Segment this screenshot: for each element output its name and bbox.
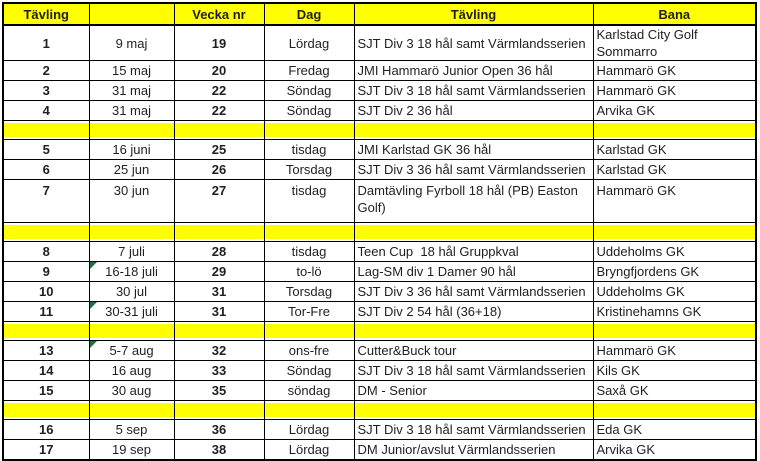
- separator-cell[interactable]: [174, 401, 264, 420]
- header-week-number[interactable]: Vecka nr: [174, 3, 264, 25]
- cell-competition-number[interactable]: 9: [3, 262, 89, 282]
- cell-day[interactable]: Lördag: [264, 440, 354, 461]
- separator-cell[interactable]: [3, 223, 89, 242]
- cell-course[interactable]: Hammarö GK: [593, 180, 756, 223]
- cell-competition-name[interactable]: SJT Div 2 54 hål (36+18): [354, 302, 593, 322]
- separator-fill: [4, 403, 89, 417]
- separator-fill: [265, 123, 354, 137]
- separator-cell[interactable]: [89, 401, 174, 420]
- separator-row: [3, 401, 756, 420]
- separator-fill: [265, 225, 354, 239]
- cell-course[interactable]: Hammarö GK: [593, 341, 756, 361]
- cell-week-number[interactable]: 22: [174, 101, 264, 121]
- separator-cell[interactable]: [593, 401, 756, 420]
- cell-course[interactable]: Bryngfjordens GK: [593, 262, 756, 282]
- date-text: 25 jun: [113, 162, 150, 177]
- cell-day[interactable]: Söndag: [264, 81, 354, 101]
- cell-day[interactable]: Torsdag: [264, 282, 354, 302]
- cell-competition-number[interactable]: 5: [3, 140, 89, 160]
- table-row: [3, 262, 756, 282]
- separator-fill: [4, 225, 89, 239]
- date-text: 31 maj: [111, 103, 152, 118]
- cell-competition-name[interactable]: Teen Cup 18 hål Gruppkval: [354, 242, 593, 262]
- date-text: 16-18 juli: [105, 264, 158, 279]
- cell-date[interactable]: [89, 180, 174, 223]
- cell-week-number[interactable]: 36: [174, 420, 264, 440]
- date-text: 30 jul: [115, 284, 148, 299]
- error-flag-icon: [90, 341, 97, 348]
- separator-fill: [175, 225, 264, 239]
- cell-day[interactable]: Söndag: [264, 101, 354, 121]
- separator-cell[interactable]: [593, 223, 756, 242]
- date-text: 7 juli: [118, 244, 145, 259]
- separator-fill: [4, 324, 89, 338]
- separator-cell[interactable]: [264, 223, 354, 242]
- table-row: [3, 160, 756, 180]
- separator-row: [3, 223, 756, 242]
- cell-course[interactable]: Saxå GK: [593, 381, 756, 401]
- cell-day[interactable]: ons-fre: [264, 341, 354, 361]
- separator-cell[interactable]: [264, 401, 354, 420]
- separator-fill: [175, 123, 264, 137]
- separator-cell[interactable]: [3, 401, 89, 420]
- cell-competition-number[interactable]: 16: [3, 420, 89, 440]
- table-body: [3, 25, 756, 460]
- separator-fill: [594, 123, 756, 137]
- separator-cell[interactable]: [174, 121, 264, 140]
- cell-course[interactable]: Eda GK: [593, 420, 756, 440]
- cell-competition-name[interactable]: JMI Karlstad GK 36 hål: [354, 140, 593, 160]
- separator-cell[interactable]: [3, 121, 89, 140]
- table-header: [3, 3, 756, 25]
- cell-date[interactable]: [89, 282, 174, 302]
- cell-date[interactable]: [89, 160, 174, 180]
- cell-date[interactable]: [89, 302, 174, 322]
- cell-course[interactable]: Uddeholms GK: [593, 242, 756, 262]
- table-row: [3, 420, 756, 440]
- cell-date[interactable]: [89, 61, 174, 81]
- cell-day[interactable]: tisdag: [264, 140, 354, 160]
- cell-competition-name[interactable]: SJT Div 3 36 hål samt Värmlandsserien: [354, 282, 593, 302]
- cell-competition-name[interactable]: Damtävling Fyrboll 18 hål (PB) Easton Golf): [354, 180, 593, 223]
- date-text: 30 aug: [111, 383, 152, 398]
- cell-week-number[interactable]: 31: [174, 302, 264, 322]
- header-row: [3, 3, 756, 25]
- date-text: 30-31 juli: [105, 304, 158, 319]
- cell-course[interactable]: Hammarö GK: [593, 81, 756, 101]
- cell-date[interactable]: [89, 140, 174, 160]
- cell-week-number[interactable]: 20: [174, 61, 264, 81]
- cell-day[interactable]: Torsdag: [264, 160, 354, 180]
- separator-row: [3, 322, 756, 341]
- separator-fill: [594, 324, 756, 338]
- cell-competition-number[interactable]: 4: [3, 101, 89, 121]
- separator-fill: [90, 324, 174, 338]
- separator-fill: [265, 324, 354, 338]
- separator-fill: [594, 225, 756, 239]
- date-text: 31 maj: [111, 83, 152, 98]
- cell-course[interactable]: Uddeholms GK: [593, 282, 756, 302]
- cell-week-number[interactable]: 22: [174, 81, 264, 101]
- cell-competition-name[interactable]: DM Junior/avslut Värmlandsserien: [354, 440, 593, 461]
- table-row: [3, 25, 756, 61]
- cell-date[interactable]: [89, 101, 174, 121]
- cell-competition-number[interactable]: 8: [3, 242, 89, 262]
- cell-competition-number[interactable]: 10: [3, 282, 89, 302]
- cell-course[interactable]: Arvika GK: [593, 440, 756, 461]
- date-text: 16 aug: [111, 363, 152, 378]
- cell-competition-name[interactable]: SJT Div 3 18 hål samt Värmlandsserien: [354, 361, 593, 381]
- cell-day[interactable]: söndag: [264, 381, 354, 401]
- cell-week-number[interactable]: 28: [174, 242, 264, 262]
- error-flag-icon: [90, 302, 97, 309]
- cell-competition-number[interactable]: 15: [3, 381, 89, 401]
- cell-course[interactable]: Karlstad GK: [593, 140, 756, 160]
- cell-competition-name[interactable]: SJT Div 3 36 hål samt Värmlandsserien: [354, 160, 593, 180]
- separator-cell[interactable]: [89, 121, 174, 140]
- separator-fill: [355, 225, 593, 239]
- cell-date[interactable]: [89, 440, 174, 461]
- cell-course[interactable]: Hammarö GK: [593, 61, 756, 81]
- cell-competition-number[interactable]: 14: [3, 361, 89, 381]
- cell-competition-number[interactable]: 13: [3, 341, 89, 361]
- cell-week-number[interactable]: 33: [174, 361, 264, 381]
- cell-competition-name[interactable]: Lag-SM div 1 Damer 90 hål: [354, 262, 593, 282]
- separator-cell[interactable]: [593, 322, 756, 341]
- header-course[interactable]: Bana: [593, 3, 756, 25]
- separator-fill: [265, 403, 354, 417]
- separator-cell[interactable]: [264, 121, 354, 140]
- date-text: 19 sep: [111, 442, 152, 457]
- date-text: 30 jun: [113, 183, 150, 198]
- table-row: [3, 242, 756, 262]
- table-row: [3, 282, 756, 302]
- cell-competition-name[interactable]: JMI Hammarö Junior Open 36 hål: [354, 61, 593, 81]
- cell-competition-number[interactable]: 1: [3, 25, 89, 61]
- date-text: 5 sep: [115, 422, 148, 437]
- cell-week-number[interactable]: 26: [174, 160, 264, 180]
- header-competition-name[interactable]: Tävling: [354, 3, 593, 25]
- cell-competition-number[interactable]: 2: [3, 61, 89, 81]
- cell-date[interactable]: [89, 242, 174, 262]
- cell-week-number[interactable]: 27: [174, 180, 264, 223]
- cell-day[interactable]: Söndag: [264, 361, 354, 381]
- table-row: [3, 140, 756, 160]
- separator-cell[interactable]: [354, 121, 593, 140]
- separator-fill: [4, 123, 89, 137]
- cell-day[interactable]: Lördag: [264, 25, 354, 61]
- cell-week-number[interactable]: 32: [174, 341, 264, 361]
- date-text: 9 maj: [115, 35, 148, 51]
- separator-cell[interactable]: [3, 322, 89, 341]
- cell-day[interactable]: Fredag: [264, 61, 354, 81]
- cell-date[interactable]: [89, 420, 174, 440]
- cell-date[interactable]: [89, 262, 174, 282]
- cell-course[interactable]: Karlstad GK: [593, 160, 756, 180]
- competition-schedule-table: [2, 2, 757, 461]
- cell-competition-name[interactable]: Cutter&Buck tour: [354, 341, 593, 361]
- separator-fill: [594, 403, 756, 417]
- separator-fill: [355, 324, 593, 338]
- table-row: [3, 341, 756, 361]
- separator-cell[interactable]: [354, 401, 593, 420]
- header-day[interactable]: Dag: [264, 3, 354, 25]
- header-competition-number[interactable]: Tävling: [3, 3, 89, 25]
- cell-competition-number[interactable]: 17: [3, 440, 89, 461]
- cell-date[interactable]: [89, 81, 174, 101]
- separator-fill: [175, 403, 264, 417]
- cell-day[interactable]: Tor-Fre: [264, 302, 354, 322]
- table-row: [3, 381, 756, 401]
- date-text: 15 maj: [111, 63, 152, 78]
- table-row: [3, 61, 756, 81]
- table-row: [3, 361, 756, 381]
- cell-competition-name[interactable]: SJT Div 3 18 hål samt Värmlandsserien: [354, 420, 593, 440]
- separator-row: [3, 121, 756, 140]
- cell-date[interactable]: [89, 361, 174, 381]
- table-row: [3, 81, 756, 101]
- separator-fill: [355, 403, 593, 417]
- error-flag-icon: [90, 262, 97, 269]
- separator-cell[interactable]: [174, 322, 264, 341]
- cell-competition-name[interactable]: SJT Div 3 18 hål samt Värmlandsserien: [354, 81, 593, 101]
- cell-course[interactable]: Karlstad City Golf Sommarro: [593, 25, 756, 61]
- cell-competition-number[interactable]: 11: [3, 302, 89, 322]
- separator-fill: [90, 123, 174, 137]
- table-row: [3, 440, 756, 461]
- cell-competition-name[interactable]: SJT Div 2 36 hål: [354, 101, 593, 121]
- cell-competition-name[interactable]: SJT Div 3 18 hål samt Värmlandsserien: [354, 25, 593, 61]
- cell-date[interactable]: [89, 25, 174, 61]
- separator-cell[interactable]: [354, 322, 593, 341]
- separator-fill: [175, 324, 264, 338]
- cell-competition-number[interactable]: 3: [3, 81, 89, 101]
- cell-week-number[interactable]: 19: [174, 25, 264, 61]
- cell-date[interactable]: [89, 381, 174, 401]
- cell-course[interactable]: Kristinehamns GK: [593, 302, 756, 322]
- cell-week-number[interactable]: 31: [174, 282, 264, 302]
- cell-course[interactable]: Arvika GK: [593, 101, 756, 121]
- table-row: [3, 101, 756, 121]
- separator-fill: [90, 403, 174, 417]
- cell-date[interactable]: [89, 341, 174, 361]
- cell-day[interactable]: Lördag: [264, 420, 354, 440]
- cell-competition-number[interactable]: 7: [3, 180, 89, 223]
- cell-course[interactable]: Kils GK: [593, 361, 756, 381]
- separator-cell[interactable]: [593, 121, 756, 140]
- separator-cell[interactable]: [89, 322, 174, 341]
- header-date[interactable]: [89, 3, 174, 25]
- separator-fill: [90, 225, 174, 239]
- cell-day[interactable]: to-lö: [264, 262, 354, 282]
- cell-day[interactable]: tisdag: [264, 242, 354, 262]
- cell-week-number[interactable]: 35: [174, 381, 264, 401]
- separator-fill: [355, 123, 593, 137]
- cell-week-number[interactable]: 38: [174, 440, 264, 461]
- cell-day[interactable]: tisdag: [264, 180, 354, 223]
- table-row: [3, 302, 756, 322]
- cell-competition-name[interactable]: DM - Senior: [354, 381, 593, 401]
- cell-week-number[interactable]: 29: [174, 262, 264, 282]
- cell-week-number[interactable]: 25: [174, 140, 264, 160]
- separator-cell[interactable]: [89, 223, 174, 242]
- separator-cell[interactable]: [174, 223, 264, 242]
- separator-cell[interactable]: [354, 223, 593, 242]
- cell-competition-number[interactable]: 6: [3, 160, 89, 180]
- date-text: 5-7 aug: [109, 343, 154, 358]
- separator-cell[interactable]: [264, 322, 354, 341]
- date-text: 16 juni: [112, 142, 151, 157]
- table-row: [3, 180, 756, 223]
